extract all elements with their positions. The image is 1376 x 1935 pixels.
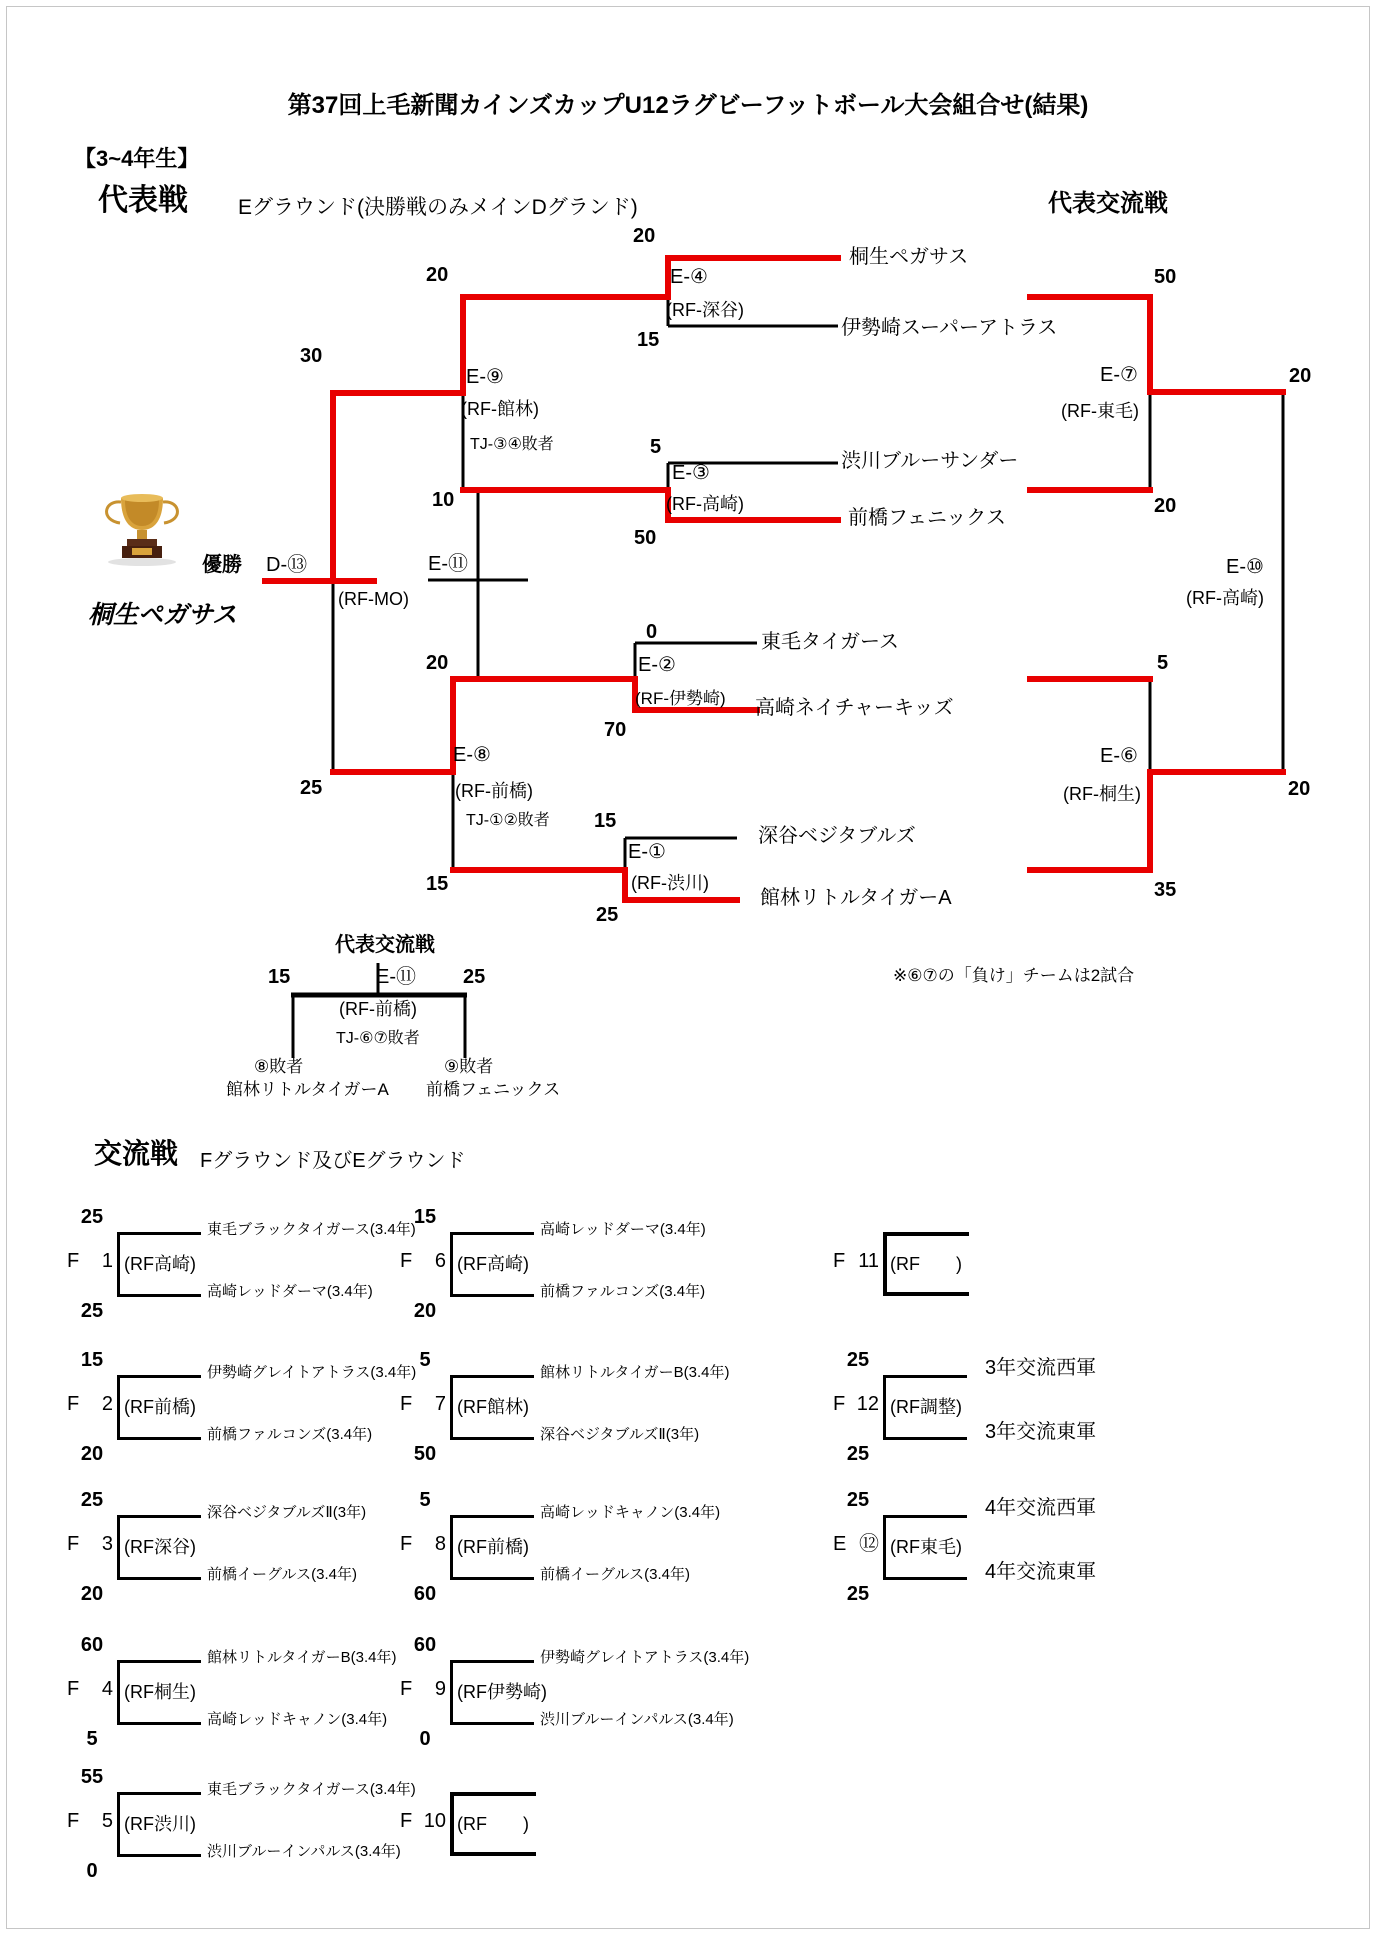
referee-label: (RF-前橋)	[339, 999, 417, 1019]
match-prefix: F	[833, 1393, 846, 1415]
team-name: 高崎レッドダーマ(3.4年)	[207, 1283, 373, 1300]
trophy-icon	[92, 490, 192, 568]
score: 25	[80, 1206, 104, 1228]
referee-label: (RF-館林)	[461, 399, 539, 419]
bracket-line	[117, 1792, 201, 1795]
match-label-e10: E-⑩	[1226, 556, 1264, 578]
grade-label: 【3~4年生】	[74, 146, 200, 171]
team-name: 前橋フェニックス	[848, 507, 1006, 529]
referee-label: (RF深谷)	[124, 1537, 196, 1557]
team-name: 高崎レッドキャノン(3.4年)	[540, 1504, 721, 1521]
friendly-match-f8	[400, 1491, 745, 1611]
main-bracket-subheading: Eグラウンド(決勝戦のみメインDグランド)	[238, 196, 638, 219]
bracket-line	[117, 1577, 201, 1580]
team-name: 3年交流西軍	[985, 1357, 1097, 1379]
friendly-match-e12	[833, 1491, 1178, 1611]
friendly-match-f1	[67, 1206, 416, 1328]
referee-label: (RF高崎)	[457, 1254, 529, 1274]
match-label-e1: E-①	[628, 841, 666, 863]
team-name: 渋川ブルーインパルス(3.4年)	[207, 1843, 401, 1860]
loser-tag: ⑨敗者	[444, 1057, 494, 1076]
score: 50	[1154, 266, 1177, 288]
match-prefix: F	[400, 1810, 413, 1832]
referee-label: (RF )	[457, 1814, 529, 1834]
main-bracket-heading: 代表戦	[98, 184, 188, 217]
team-name: 伊勢崎スーパーアトラス	[841, 317, 1058, 339]
score: 50	[413, 1443, 437, 1465]
match-label-e7: E-⑦	[1100, 364, 1138, 386]
bracket-line	[117, 1660, 201, 1663]
bracket-line	[450, 1792, 454, 1856]
match-prefix: E	[833, 1533, 847, 1555]
score: 15	[413, 1206, 437, 1228]
score: 20	[1288, 778, 1311, 800]
winner-label: 優勝	[202, 554, 242, 576]
match-number: 7	[434, 1393, 446, 1415]
match-label-e11: E-⑪	[376, 966, 416, 988]
score: 20	[1289, 365, 1312, 387]
bracket-line	[117, 1232, 120, 1297]
bracket-line	[883, 1292, 969, 1296]
referee-label: (RF伊勢崎)	[457, 1682, 547, 1702]
match-number: 11	[858, 1250, 879, 1272]
team-name: 高崎レッドダーマ(3.4年)	[540, 1221, 706, 1238]
score: 20	[426, 652, 449, 674]
team-name: 4年交流東軍	[985, 1561, 1097, 1583]
friendly-match-f4	[67, 1636, 412, 1756]
score: 60	[80, 1634, 104, 1656]
friendly-subheading: Fグラウンド及びEグラウンド	[200, 1150, 466, 1172]
team-name: 深谷ベジタブルズ	[758, 825, 916, 847]
score: 25	[80, 1489, 104, 1511]
bracket-line	[450, 1660, 534, 1663]
score: 5	[419, 1489, 431, 1511]
referee-label: (RF-渋川)	[631, 873, 709, 893]
team-name: 深谷ベジタブルズⅡ(3年)	[207, 1504, 367, 1521]
match-label-e3: E-③	[672, 462, 710, 484]
referee-label: (RF-高崎)	[666, 494, 744, 514]
match-prefix: F	[67, 1393, 80, 1415]
bracket-line	[117, 1375, 201, 1378]
match-number: 1	[101, 1250, 113, 1272]
champion-name: 桐生ペガサス	[88, 601, 238, 629]
team-name: 館林リトルタイガーB(3.4年)	[540, 1364, 730, 1381]
match-label-e9: E-⑨	[466, 366, 504, 388]
referee-label: (RF館林)	[457, 1397, 529, 1417]
bracket-line	[450, 1294, 534, 1297]
bracket-line	[450, 1375, 534, 1378]
bracket-line	[883, 1437, 967, 1440]
friendly-match-f9	[400, 1634, 750, 1756]
team-name: 深谷ベジタブルズⅡ(3年)	[540, 1426, 700, 1443]
score: 0	[419, 1728, 431, 1750]
team-name: 館林リトルタイガーA	[226, 1080, 389, 1099]
score: 15	[426, 873, 449, 895]
bracket-line	[117, 1722, 201, 1725]
score: 0	[646, 621, 658, 643]
friendly-heading: 交流戦	[94, 1138, 179, 1169]
loser-note: TJ-⑥⑦敗者	[336, 1030, 420, 1047]
bracket-line	[883, 1232, 887, 1296]
footnote: ※⑥⑦の「負け」チームは2試合	[893, 966, 1135, 985]
bracket-line	[117, 1294, 201, 1297]
team-name: 前橋イーグルス(3.4年)	[540, 1566, 690, 1583]
friendly-match-f2	[67, 1349, 417, 1471]
friendly-match-f11	[833, 1208, 1178, 1328]
loser-note: TJ-③④敗者	[470, 436, 554, 453]
team-name: 高崎ネイチャーキッズ	[755, 697, 954, 719]
bracket-line	[117, 1232, 201, 1235]
score: 55	[80, 1766, 104, 1788]
score: 50	[634, 527, 657, 549]
match-number: 10	[423, 1810, 446, 1832]
score: 20	[413, 1300, 437, 1322]
bracket-line	[117, 1375, 120, 1440]
score: 20	[633, 225, 656, 247]
match-label-e2: E-②	[638, 654, 676, 676]
friendly-match-f5	[67, 1766, 416, 1888]
bracket-line	[883, 1375, 967, 1378]
bracket-line	[117, 1515, 201, 1518]
team-name: 前橋イーグルス(3.4年)	[207, 1566, 357, 1583]
match-number: 4	[101, 1678, 113, 1700]
loser-tag: ⑧敗者	[254, 1057, 304, 1076]
score: 30	[300, 345, 323, 367]
bracket-line	[883, 1232, 969, 1236]
match-label-e11-link: E-⑪	[428, 553, 468, 575]
team-name: 伊勢崎グレイトアトラス(3.4年)	[207, 1364, 417, 1381]
match-number: 12	[856, 1393, 879, 1415]
loser-note: TJ-①②敗者	[466, 812, 550, 829]
match-number: 2	[101, 1393, 113, 1415]
score: 0	[86, 1860, 98, 1882]
match-label-e4: E-④	[670, 266, 708, 288]
bracket-line	[450, 1577, 534, 1580]
match-number: 5	[101, 1810, 113, 1832]
team-name: 東毛ブラックタイガース(3.4年)	[207, 1221, 416, 1238]
score: 5	[86, 1728, 98, 1750]
match-label-e8: E-⑧	[453, 744, 491, 766]
score: 25	[846, 1489, 870, 1511]
team-name: 館林リトルタイガーB(3.4年)	[207, 1649, 397, 1666]
match-label-e6: E-⑥	[1100, 745, 1138, 767]
score: 20	[1154, 495, 1177, 517]
referee-label: (RF調整)	[890, 1397, 962, 1417]
referee-label: (RF前橋)	[457, 1537, 529, 1557]
team-name: 前橋フェニックス	[426, 1080, 561, 1099]
team-name: 東毛ブラックタイガース(3.4年)	[207, 1781, 416, 1798]
match-number: 8	[434, 1533, 446, 1555]
score: 20	[426, 264, 449, 286]
bracket-line	[450, 1515, 453, 1580]
bracket-line	[117, 1792, 120, 1857]
page-title: 第37回上毛新聞カインズカップU12ラグビーフットボール大会組合せ(結果)	[287, 92, 1089, 119]
score: 70	[604, 719, 627, 741]
bracket-line	[883, 1515, 886, 1580]
score: 10	[432, 489, 455, 511]
bracket-line	[450, 1375, 453, 1440]
friendly-match-f3	[67, 1491, 412, 1611]
bracket-line	[450, 1660, 453, 1725]
bracket-line	[450, 1232, 534, 1235]
team-name: 渋川ブルーサンダー	[841, 450, 1019, 472]
bracket-line	[450, 1722, 534, 1725]
bracket-line	[450, 1437, 534, 1440]
team-name: 前橋ファルコンズ(3.4年)	[207, 1426, 373, 1443]
score: 5	[650, 436, 662, 458]
referee-label: (RF )	[890, 1254, 962, 1274]
bracket-line	[117, 1854, 201, 1857]
referee-label: (RF-東毛)	[1061, 401, 1139, 421]
match-prefix: F	[67, 1678, 80, 1700]
score: 15	[637, 329, 660, 351]
score: 15	[268, 966, 291, 988]
score: 25	[596, 904, 619, 926]
score: 5	[419, 1349, 431, 1371]
friendly-match-f6	[400, 1208, 745, 1328]
team-name: 3年交流東軍	[985, 1421, 1097, 1443]
match-number: ⑫	[859, 1533, 879, 1555]
bracket-line	[883, 1515, 967, 1518]
bracket-line	[883, 1577, 967, 1580]
referee-label: (RF渋川)	[124, 1814, 196, 1834]
team-name: 館林リトルタイガーA	[760, 887, 952, 909]
bracket-line	[450, 1792, 536, 1796]
score: 25	[846, 1443, 870, 1465]
match-prefix: F	[833, 1250, 846, 1272]
bracket-line	[883, 1375, 886, 1440]
match-prefix: F	[400, 1250, 413, 1272]
team-name: 伊勢崎グレイトアトラス(3.4年)	[540, 1649, 750, 1666]
score: 20	[80, 1583, 104, 1605]
score: 35	[1154, 879, 1177, 901]
referee-label: (RF高崎)	[124, 1254, 196, 1274]
match-prefix: F	[67, 1250, 80, 1272]
bracket-line	[117, 1660, 120, 1725]
match-prefix: F	[67, 1810, 80, 1832]
referee-label: (RF-伊勢崎)	[635, 689, 726, 708]
match-prefix: F	[67, 1533, 80, 1555]
score: 25	[80, 1300, 104, 1322]
exchange-bracket-heading: 代表交流戦	[1048, 190, 1168, 217]
team-name: 4年交流西軍	[985, 1497, 1097, 1519]
score: 60	[413, 1583, 437, 1605]
referee-label: (RF-MO)	[338, 589, 409, 609]
match-prefix: F	[400, 1393, 413, 1415]
friendly-match-f10	[400, 1768, 745, 1888]
referee-label: (RF東毛)	[890, 1537, 962, 1557]
score: 25	[846, 1583, 870, 1605]
match-prefix: F	[400, 1533, 413, 1555]
friendly-match-f12	[833, 1351, 1178, 1471]
bracket-line	[117, 1437, 201, 1440]
referee-label: (RF-前橋)	[455, 781, 533, 801]
referee-label: (RF桐生)	[124, 1682, 196, 1702]
score: 5	[1157, 652, 1169, 674]
referee-label: (RF前橋)	[124, 1397, 196, 1417]
bracket-line	[450, 1515, 534, 1518]
score: 25	[300, 777, 323, 799]
consolation-heading: 代表交流戦	[335, 934, 435, 956]
score: 15	[80, 1349, 104, 1371]
match-prefix: F	[400, 1678, 413, 1700]
team-name: 桐生ペガサス	[849, 246, 969, 268]
team-name: 東毛タイガース	[761, 631, 899, 653]
score: 60	[413, 1634, 437, 1656]
score: 20	[80, 1443, 104, 1465]
score: 15	[594, 810, 617, 832]
match-number: 9	[434, 1678, 446, 1700]
match-label-d13: D-⑬	[266, 554, 308, 576]
bracket-line	[450, 1232, 453, 1297]
match-number: 3	[101, 1533, 113, 1555]
referee-label: (RF-深谷)	[666, 300, 744, 320]
match-number: 6	[434, 1250, 446, 1272]
friendly-match-f7	[400, 1351, 745, 1471]
referee-label: (RF-桐生)	[1063, 784, 1141, 804]
score: 25	[463, 966, 486, 988]
score: 25	[846, 1349, 870, 1371]
referee-label: (RF-高崎)	[1186, 588, 1264, 608]
team-name: 高崎レッドキャノン(3.4年)	[207, 1711, 388, 1728]
team-name: 渋川ブルーインパルス(3.4年)	[540, 1711, 734, 1728]
bracket-line	[450, 1852, 536, 1856]
team-name: 前橋ファルコンズ(3.4年)	[540, 1283, 706, 1300]
bracket-line	[117, 1515, 120, 1580]
